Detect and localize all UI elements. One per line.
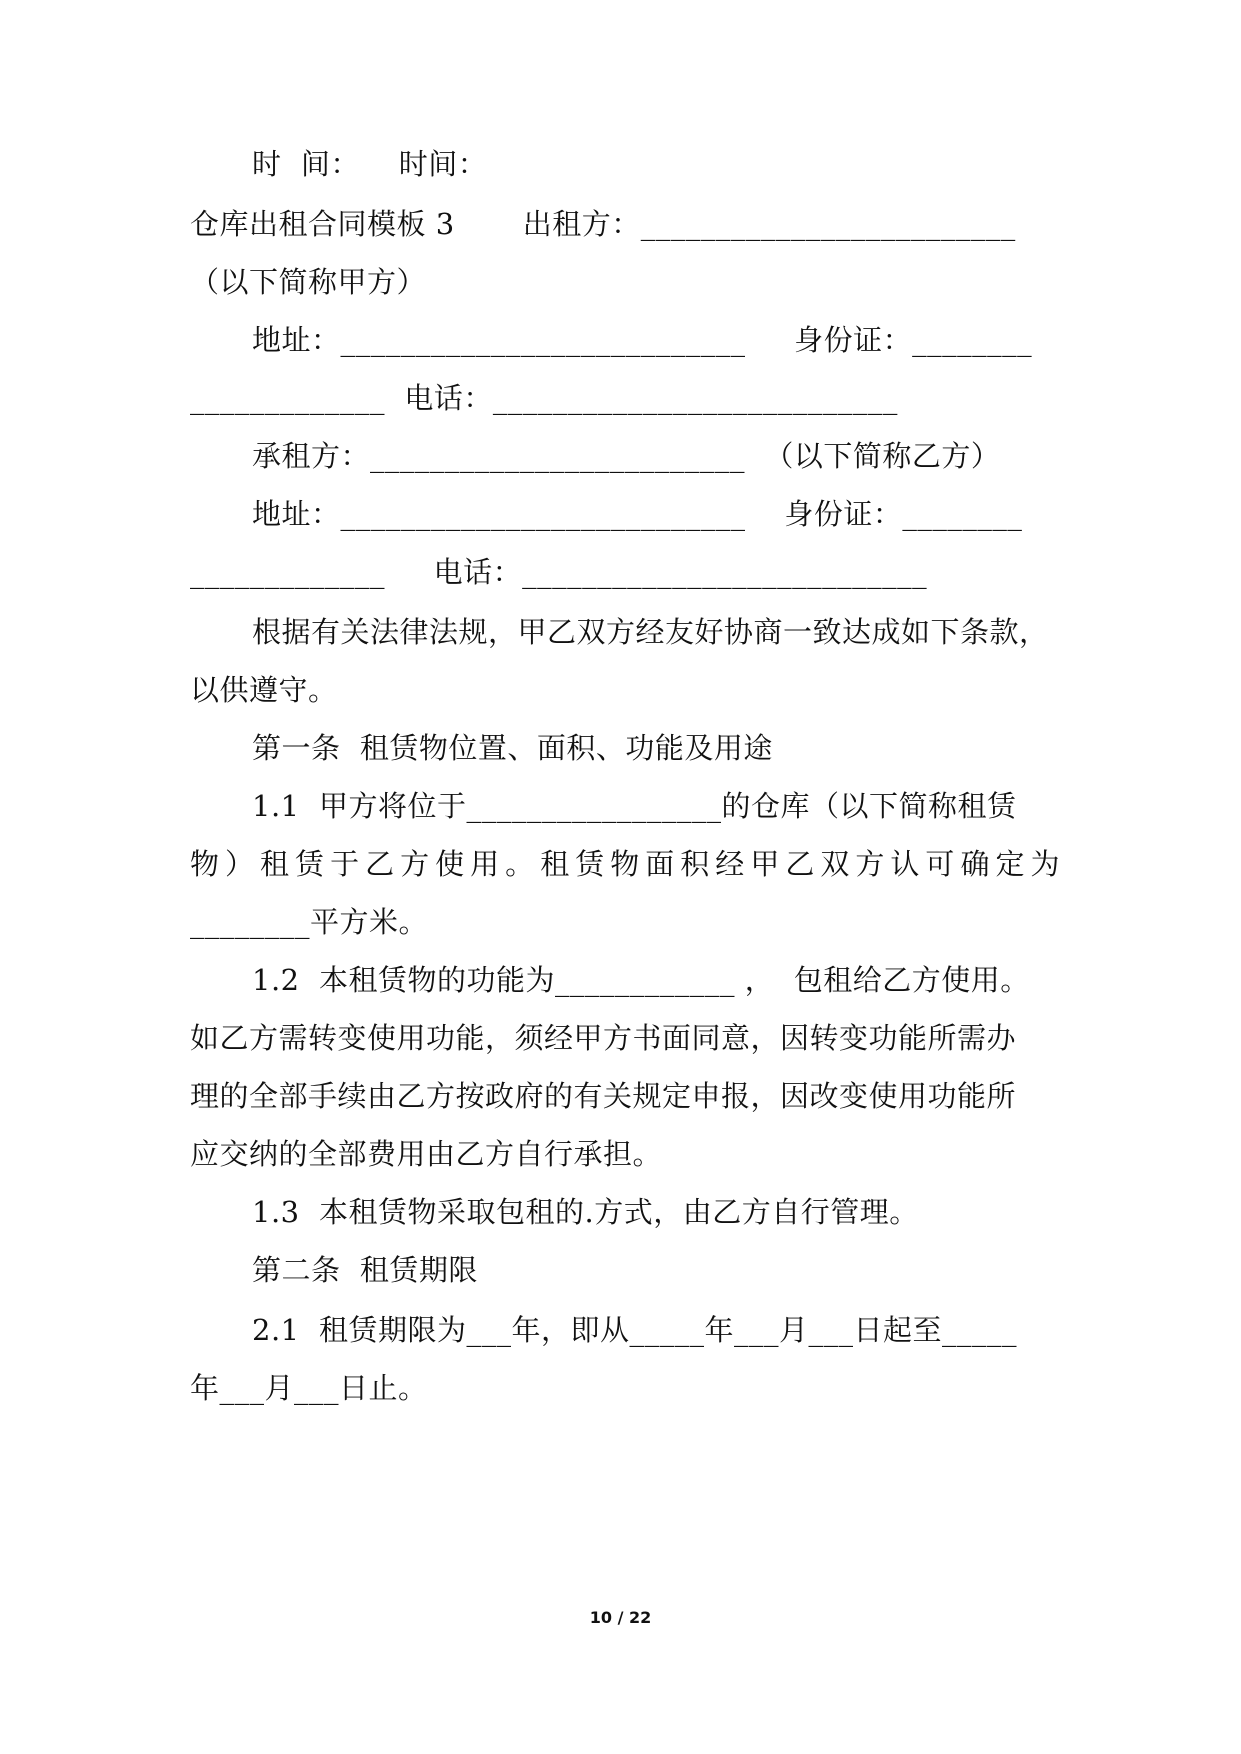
preamble-line-2: 以供遵守。 (190, 673, 338, 707)
party-b-address-line: 地址：___________________________ 身份证：________ (252, 497, 1023, 531)
clause-2-1-line-1: 2.1 租赁期限为___年，即从_____年___月___日起至_____ (252, 1313, 1018, 1347)
lessee-line: 承租方：_________________________ （以下简称乙方） (252, 439, 1001, 473)
page-number: 10 / 22 (589, 1608, 652, 1627)
time-line: 时 间： 时间： (252, 147, 488, 181)
preamble-line-1: 根据有关法律法规，甲乙双方经友好协商一致达成如下条款， (252, 615, 1049, 649)
article-2-heading: 第二条 租赁期限 (252, 1253, 478, 1287)
clause-1-2-line-2: 如乙方需转变使用功能，须经甲方书面同意，因转变功能所需办 (190, 1021, 1017, 1055)
party-b-phone-line: _____________ 电话：___________________________ (190, 555, 928, 589)
clause-1-1-line-1: 1.1 甲方将位于_________________的仓库（以下简称租赁 (252, 789, 1017, 823)
clause-1-1-line-3: ________平方米。 (190, 905, 429, 939)
party-a-alias: （以下简称甲方） (190, 265, 427, 299)
template-title-line: 仓库出租合同模板 3 出租方：_________________________ (190, 207, 1016, 241)
clause-1-2-line-4: 应交纳的全部费用由乙方自行承担。 (190, 1137, 663, 1171)
clause-1-3: 1.3 本租赁物采取包租的.方式，由乙方自行管理。 (252, 1195, 919, 1229)
clause-1-1-line-2: 物）租赁于乙方使用。租赁物面积经甲乙双方认可确定为 (190, 847, 1060, 881)
party-a-address-line: 地址：___________________________ 身份证：________ (252, 323, 1033, 357)
clause-1-2-line-1: 1.2 本租赁物的功能为____________ ， 包租给乙方使用。 (252, 963, 1030, 997)
article-1-heading: 第一条 租赁物位置、面积、功能及用途 (252, 731, 773, 765)
clause-1-2-line-3: 理的全部手续由乙方按政府的有关规定申报，因改变使用功能所 (190, 1079, 1017, 1113)
party-a-phone-line: _____________ 电话：___________________________ (190, 381, 898, 415)
clause-2-1-line-2: 年___月___日止。 (190, 1371, 428, 1405)
